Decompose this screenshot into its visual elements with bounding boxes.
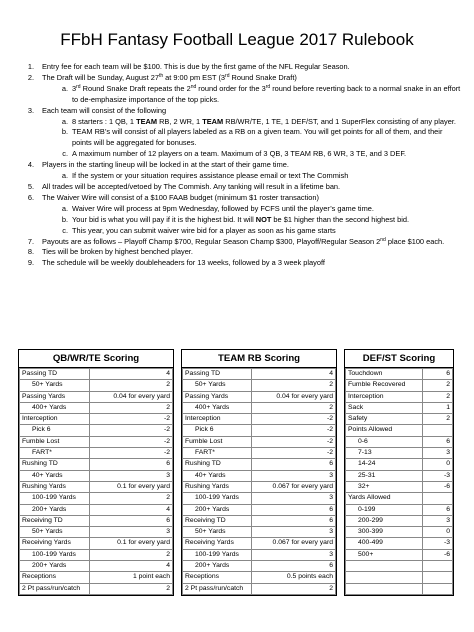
table-row — [183, 459, 336, 470]
scoring-category: Passing Yards — [183, 391, 252, 402]
scoring-category: Fumble Recovered — [346, 380, 423, 391]
rule-number: 3. — [27, 105, 34, 115]
scoring-value: -2 — [90, 414, 173, 425]
sub-rule-text: If the system or your situation requires assistance please email or text The Commish — [72, 171, 349, 181]
scoring-category: Receiving Yards — [20, 538, 90, 549]
scoring-category: Receiving TD — [183, 515, 252, 526]
scoring-value: 1 point each — [90, 572, 173, 583]
table-row — [346, 583, 453, 594]
rule-text: The Waiver Wire will consist of a $100 FAAB budget (minimum $1 roster transaction) — [42, 192, 319, 202]
scoring-category: 7-13 — [346, 448, 423, 459]
sub-rule-item — [42, 226, 462, 237]
sub-rule-item — [42, 204, 462, 215]
scoring-category: Sack — [346, 402, 423, 413]
scoring-value — [423, 493, 453, 504]
scoring-value: 0.1 for every yard — [90, 538, 173, 549]
scoring-category: Fumble Lost — [183, 436, 252, 447]
rule-number: 7. — [27, 236, 34, 246]
team-rb-scoring-table — [181, 349, 337, 596]
scoring-category: 400-499 — [346, 538, 423, 549]
scoring-value: 6 — [251, 515, 335, 526]
table-row — [183, 527, 336, 538]
scoring-category: Receiving Yards — [183, 538, 252, 549]
scoring-value — [423, 425, 453, 436]
scoring-value: -2 — [251, 436, 335, 447]
table-row — [183, 470, 336, 481]
rule-number: 8. — [27, 247, 34, 257]
sub-rule-text: This year, you can submit waiver wire bid for a player as soon as his game starts — [72, 225, 336, 235]
table-row — [346, 391, 453, 402]
scoring-value — [423, 583, 453, 594]
sub-rule-text: 3rd Round Snake Draft repeats the 2nd round order for the 3rd round before reverting back to a normal snake in an effort to de-emphasize importance of the top picks. — [72, 83, 461, 104]
scoring-value: -2 — [90, 436, 173, 447]
rule-item — [16, 237, 462, 248]
scoring-category: Touchdown — [346, 369, 423, 380]
rule-number: 6. — [27, 192, 34, 202]
scoring-value: 0.04 for every yard — [90, 391, 173, 402]
scoring-value: 1 — [423, 402, 453, 413]
scoring-value: -2 — [251, 448, 335, 459]
scoring-value: 3 — [251, 493, 335, 504]
sub-rule-item — [42, 215, 462, 226]
sub-rule-letter: a. — [61, 203, 68, 213]
rule-item — [16, 247, 462, 258]
table-row — [20, 583, 173, 594]
table-row — [183, 402, 336, 413]
rule-item — [16, 62, 462, 73]
page-title: FFbH Fantasy Football League 2017 Rulebook — [60, 30, 414, 49]
sub-rule-text: Your bid is what you will pay if it is the highest bid. It will NOT be $1 higher than the second highest bid. — [72, 214, 410, 224]
table-row — [346, 380, 453, 391]
scoring-value: 0.1 for every yard — [90, 481, 173, 492]
rule-text: Ties will be broken by highest benched player. — [42, 247, 193, 257]
scoring-category: Rushing Yards — [20, 481, 90, 492]
scoring-value: 4 — [251, 369, 335, 380]
table-row — [20, 369, 173, 380]
table-row — [183, 369, 336, 380]
scoring-value: -3 — [423, 470, 453, 481]
scoring-value: 6 — [423, 436, 453, 447]
scoring-value: 2 — [251, 380, 335, 391]
table-row — [20, 402, 173, 413]
scoring-value: 0 — [423, 527, 453, 538]
table-row — [20, 448, 173, 459]
scoring-category: Rushing TD — [20, 459, 90, 470]
scoring-value: 2 — [90, 380, 173, 391]
scoring-category: Pick 6 — [20, 425, 90, 436]
scoring-value: 2 — [423, 414, 453, 425]
table-title: DEF/ST Scoring — [345, 350, 453, 368]
table-row — [183, 414, 336, 425]
table-row — [183, 391, 336, 402]
scoring-value: 4 — [90, 369, 173, 380]
sub-rule-letter: a. — [61, 171, 68, 181]
scoring-category: Passing TD — [183, 369, 252, 380]
table-row — [183, 493, 336, 504]
scoring-category: FART* — [183, 448, 252, 459]
scoring-category: 0-6 — [346, 436, 423, 447]
table-row — [346, 402, 453, 413]
sub-rule-item — [42, 127, 462, 149]
table-row — [20, 538, 173, 549]
scoring-value: 2 — [251, 583, 335, 594]
table-row — [183, 380, 336, 391]
table-row — [20, 527, 173, 538]
table-row — [20, 459, 173, 470]
scoring-category: Fumble Lost — [20, 436, 90, 447]
rule-number: 1. — [27, 62, 34, 71]
scoring-category: 50+ Yards — [20, 380, 90, 391]
scoring-value: -2 — [90, 448, 173, 459]
table-row — [20, 414, 173, 425]
table-row — [346, 549, 453, 560]
table-row — [346, 515, 453, 526]
scoring-category: 32+ — [346, 481, 423, 492]
scoring-category: 14-24 — [346, 459, 423, 470]
rule-item — [16, 160, 462, 182]
sub-rule-text: 8 starters : 1 QB, 1 TEAM RB, 2 WR, 1 TEAM RB/WR/TE, 1 TE, 1 DEF/ST, and 1 SuperFlex consisting of any player. — [72, 116, 456, 126]
scoring-value: -3 — [423, 538, 453, 549]
scoring-category — [346, 561, 423, 572]
scoring-category: 200-299 — [346, 515, 423, 526]
scoring-category: Receiving TD — [20, 515, 90, 526]
rules-list — [16, 62, 462, 269]
rule-text: Each team will consist of the following — [42, 105, 167, 115]
scoring-category: Rushing Yards — [183, 481, 252, 492]
scoring-value: 2 — [90, 402, 173, 413]
scoring-category: Interception — [20, 414, 90, 425]
scoring-category: Safety — [346, 414, 423, 425]
scoring-category: 300-399 — [346, 527, 423, 538]
table-row — [20, 493, 173, 504]
scoring-value: 2 — [90, 493, 173, 504]
rule-item — [16, 182, 462, 193]
scoring-value — [423, 572, 453, 583]
table-row — [20, 391, 173, 402]
scoring-value: -6 — [423, 549, 453, 560]
scoring-value: 2 — [423, 391, 453, 402]
table-row — [346, 436, 453, 447]
scoring-category: Rushing TD — [183, 459, 252, 470]
sub-rule-letter: b. — [61, 127, 68, 137]
scoring-category: Yards Allowed — [346, 493, 423, 504]
scoring-category: 40+ Yards — [183, 470, 252, 481]
rule-text: Payouts are as follows – Playoff Champ $700, Regular Season Champ $300, Playoff/Regular Season 2nd place $100 each. — [42, 236, 445, 246]
scoring-category: 2 Pt pass/run/catch — [20, 583, 90, 594]
scoring-value: 3 — [90, 527, 173, 538]
table-row — [183, 538, 336, 549]
scoring-value: 0 — [423, 459, 453, 470]
scoring-value — [423, 561, 453, 572]
table-row — [346, 504, 453, 515]
scoring-value: 3 — [423, 448, 453, 459]
scoring-category: 25-31 — [346, 470, 423, 481]
sub-rule-item — [42, 171, 462, 182]
scoring-value: 3 — [251, 470, 335, 481]
scoring-category: FART* — [20, 448, 90, 459]
rule-text: Entry fee for each team will be $100. This is due by the first game of the NFL Regular Season. — [42, 62, 350, 71]
scoring-category: 100-199 Yards — [183, 549, 252, 560]
table-row — [20, 561, 173, 572]
scoring-category: 100-199 Yards — [20, 549, 90, 560]
rule-item — [16, 73, 462, 106]
table-row — [346, 369, 453, 380]
sub-rule-letter: a. — [61, 83, 68, 93]
rule-item — [16, 193, 462, 237]
scoring-value: 6 — [90, 459, 173, 470]
scoring-category: Interception — [346, 391, 423, 402]
scoring-value: 0.067 for every yard — [251, 538, 335, 549]
table-row — [346, 448, 453, 459]
scoring-category: 400+ Yards — [183, 402, 252, 413]
qb-wr-te-scoring-table — [18, 349, 174, 596]
rule-item — [16, 258, 462, 269]
scoring-value: 3 — [423, 515, 453, 526]
scoring-category: Receptions — [20, 572, 90, 583]
scoring-value: 6 — [251, 504, 335, 515]
sub-rule-text: A maximum number of 12 players on a team. Maximum of 3 QB, 3 TEAM RB, 6 WR, 3 TE, and 3 DEF. — [72, 149, 407, 159]
sub-rule-letter: c. — [62, 225, 68, 235]
table-row — [183, 436, 336, 447]
scoring-value: 2 — [90, 549, 173, 560]
rule-number: 5. — [27, 181, 34, 191]
scoring-value: 0.04 for every yard — [251, 391, 335, 402]
scoring-category: Pick 6 — [183, 425, 252, 436]
table-row — [346, 470, 453, 481]
table-row — [346, 414, 453, 425]
scoring-category: 200+ Yards — [183, 561, 252, 572]
table-row — [20, 504, 173, 515]
scoring-category: 200+ Yards — [183, 504, 252, 515]
scoring-category: 200+ Yards — [20, 561, 90, 572]
scoring-category: Interception — [183, 414, 252, 425]
scoring-value: 2 — [251, 402, 335, 413]
scoring-category: 50+ Yards — [183, 527, 252, 538]
scoring-value: 3 — [251, 527, 335, 538]
table-row — [346, 538, 453, 549]
scoring-category: 2 Pt pass/run/catch — [183, 583, 252, 594]
scoring-value: 3 — [251, 549, 335, 560]
table-title: TEAM RB Scoring — [182, 350, 336, 368]
scoring-category: Passing Yards — [20, 391, 90, 402]
table-row — [20, 436, 173, 447]
scoring-value: 2 — [90, 583, 173, 594]
rule-text: Players in the starting lineup will be locked in at the start of their game time. — [42, 160, 289, 170]
table-row — [183, 481, 336, 492]
table-row — [20, 425, 173, 436]
table-row — [183, 515, 336, 526]
scoring-category: 200+ Yards — [20, 504, 90, 515]
scoring-category: Points Allowed — [346, 425, 423, 436]
sub-rule-item — [42, 84, 462, 106]
table-row — [183, 448, 336, 459]
scoring-category: 100-199 Yards — [183, 493, 252, 504]
rule-number: 2. — [27, 72, 34, 82]
table-row — [346, 481, 453, 492]
sub-rule-item — [42, 117, 462, 128]
rule-number: 9. — [27, 258, 34, 268]
scoring-value: 6 — [423, 369, 453, 380]
scoring-category: 0-199 — [346, 504, 423, 515]
rule-text: The schedule will be weekly doubleheaders for 13 weeks, followed by a 3 week playoff — [42, 258, 325, 268]
table-row — [346, 561, 453, 572]
scoring-value: 4 — [90, 561, 173, 572]
scoring-value: -2 — [251, 414, 335, 425]
scoring-category: Receptions — [183, 572, 252, 583]
table-row — [183, 504, 336, 515]
table-row — [346, 459, 453, 470]
table-row — [20, 572, 173, 583]
scoring-value: 6 — [423, 504, 453, 515]
table-row — [20, 549, 173, 560]
sub-rule-letter: a. — [61, 116, 68, 126]
table-row — [183, 549, 336, 560]
table-row — [346, 572, 453, 583]
def-st-scoring-table — [344, 349, 454, 596]
scoring-category — [346, 572, 423, 583]
scoring-value: 2 — [423, 380, 453, 391]
table-row — [183, 425, 336, 436]
scoring-value: 3 — [90, 470, 173, 481]
scoring-value: 0.5 points each — [251, 572, 335, 583]
table-row — [346, 527, 453, 538]
rule-text: All trades will be accepted/vetoed by The Commish. Any tanking will result in a lifetime ban. — [42, 181, 341, 191]
table-row — [183, 561, 336, 572]
rule-text: The Draft will be Sunday, August 27th at 9:00 pm EST (3rd Round Snake Draft) — [42, 72, 297, 82]
table-title: QB/WR/TE Scoring — [19, 350, 173, 368]
table-row — [20, 380, 173, 391]
sub-rule-item — [42, 149, 462, 160]
table-row — [20, 481, 173, 492]
table-row — [346, 493, 453, 504]
scoring-category: 400+ Yards — [20, 402, 90, 413]
scoring-value: -2 — [90, 425, 173, 436]
scoring-value: 6 — [251, 459, 335, 470]
table-row — [183, 572, 336, 583]
scoring-value: -6 — [423, 481, 453, 492]
table-row — [346, 425, 453, 436]
scoring-category: 50+ Yards — [183, 380, 252, 391]
scoring-category: 40+ Yards — [20, 470, 90, 481]
scoring-category — [346, 583, 423, 594]
scoring-value: 0.067 for every yard — [251, 481, 335, 492]
table-row — [183, 583, 336, 594]
scoring-value: -2 — [251, 425, 335, 436]
scoring-category: 500+ — [346, 549, 423, 560]
scoring-value: 6 — [90, 515, 173, 526]
rule-number: 4. — [27, 160, 34, 170]
rule-item — [16, 106, 462, 161]
sub-rule-letter: b. — [61, 214, 68, 224]
scoring-category: Passing TD — [20, 369, 90, 380]
sub-rule-text: TEAM RB’s will consist of all players labeled as a RB on a given team. You will get points for all of them, and their points will be aggregated for bonuses. — [72, 127, 443, 148]
scoring-value: 6 — [251, 561, 335, 572]
scoring-category: 50+ Yards — [20, 527, 90, 538]
scoring-value: 4 — [90, 504, 173, 515]
table-row — [20, 515, 173, 526]
scoring-category: 100-199 Yards — [20, 493, 90, 504]
sub-rule-letter: c. — [62, 149, 68, 159]
table-row — [20, 470, 173, 481]
sub-rule-text: Waiver Wire will process at 9pm Wednesday, followed by FCFS until the player’s game time. — [72, 203, 374, 213]
